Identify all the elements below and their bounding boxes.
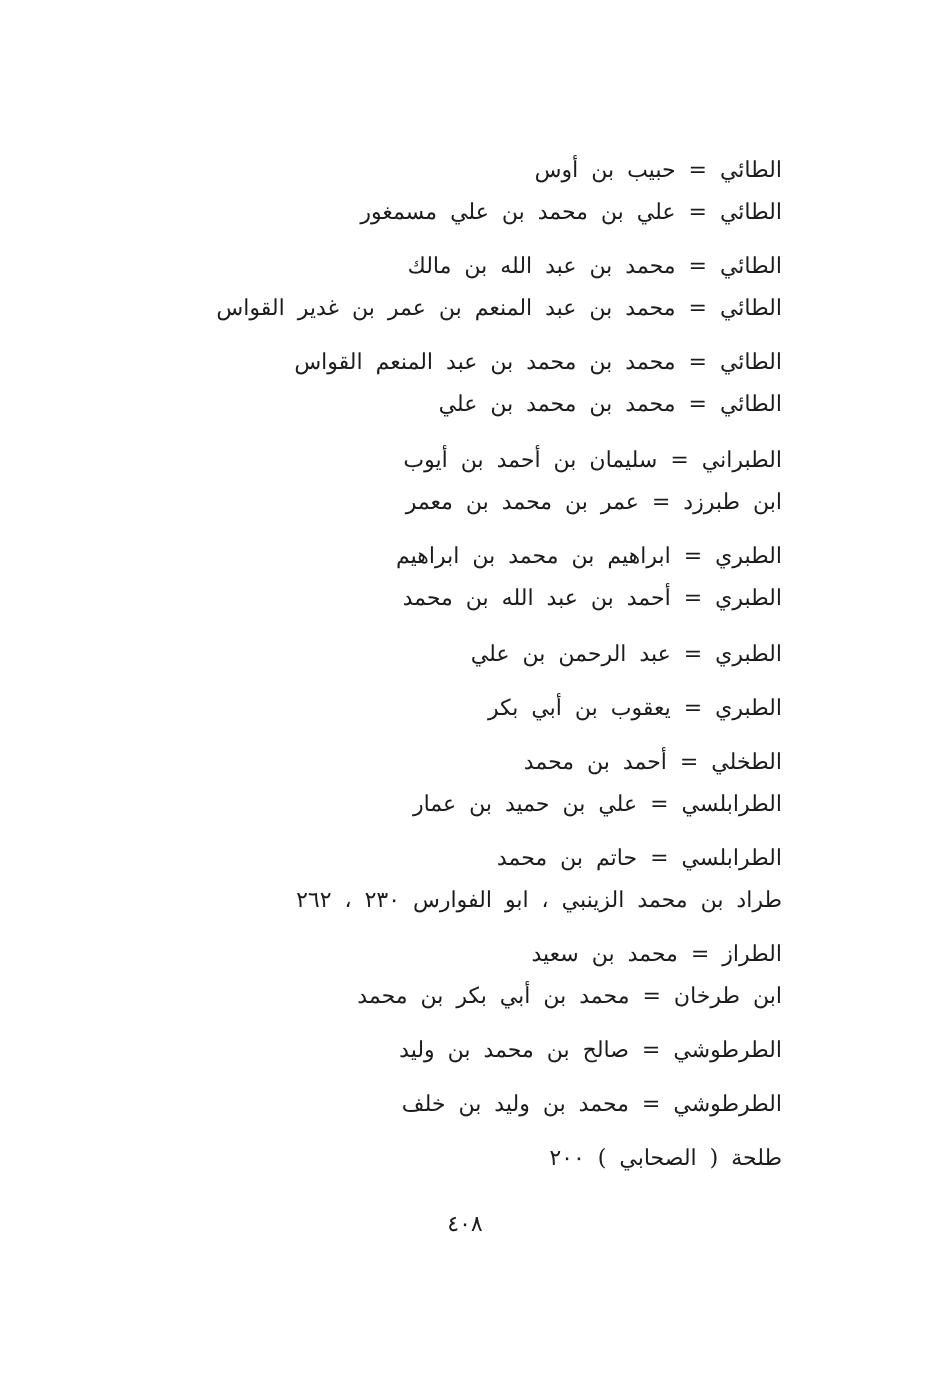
index-entry: الطبراني = سليمان بن أحمد بن أيوب [403,448,782,473]
index-entry: ابن طرخان = محمد بن أبي بكر بن محمد [357,984,782,1009]
index-entry: الطائي = حبيب بن أوس [534,158,782,183]
index-entry: الطبري = عبد الرحمن بن علي [470,642,782,667]
index-entry: الطخلي = أحمد بن محمد [523,750,782,775]
index-entry: الطائي = محمد بن محمد بن عبد المنعم القواس [294,350,782,375]
index-entry: الطرابلسي = علي بن حميد بن عمار [412,792,782,817]
index-entry: الطائي = محمد بن محمد بن علي [438,392,782,417]
index-entry: الطبري = أحمد بن عبد الله بن محمد [402,586,782,611]
index-entry: الطبري = يعقوب بن أبي بكر [487,696,782,721]
index-entry: الطراز = محمد بن سعيد [531,942,782,967]
index-entry: ابن طبرزد = عمر بن محمد بن معمر [405,490,782,515]
index-entry: الطبري = ابراهيم بن محمد بن ابراهيم [396,544,782,569]
index-entry: طلحة ( الصحابي ) ٢٠٠ [549,1146,782,1171]
index-entry: الطائي = علي بن محمد بن علي مسمغور [360,200,782,225]
index-entry: الطائي = محمد بن عبد الله بن مالك [407,254,782,279]
index-entry: طراد بن محمد الزينبي ، ابو الفوارس ٢٣٠ ، ٢٦٢ [296,888,782,913]
index-entry: الطائي = محمد بن عبد المنعم بن عمر بن غدير القواس [216,296,782,321]
index-entry: الطرطوشي = محمد بن وليد بن خلف [401,1092,782,1117]
index-entry: الطرطوشي = صالح بن محمد بن وليد [399,1038,782,1063]
page-number: ٤٠٨ [447,1212,483,1237]
index-entry: الطرابلسي = حاتم بن محمد [496,846,782,871]
